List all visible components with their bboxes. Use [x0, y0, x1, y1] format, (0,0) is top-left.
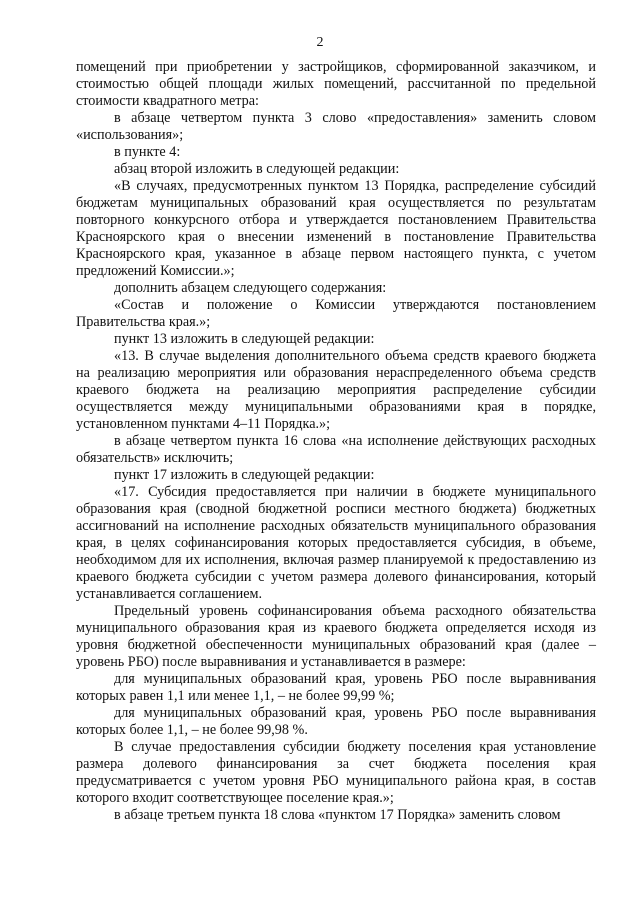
- paragraph: для муниципальных образований края, уровень РБО после выравнивания которых более 1,1, – не более 99,98 %.: [76, 705, 596, 738]
- paragraph: в абзаце четвертом пункта 3 слово «предоставления» заменить словом «использования»;: [76, 110, 596, 143]
- paragraph: пункт 13 изложить в следующей редакции:: [114, 331, 375, 347]
- paragraph: «13. В случае выделения дополнительного объема средств краевого бюджета на реализацию мероприятия или образования нераспределенного объема средств краевого бюджета на реализацию мероприятия распределение субсидии осуществляется между муниципальными образованиями края в порядке, установленном пунктами 4–11 Порядка.»;: [76, 348, 596, 432]
- paragraph: помещений при приобретении у застройщиков, сформированной заказчиком, и стоимостью общей площади жилых помещений, рассчитанной по предельной стоимости квадратного метра:: [76, 59, 596, 109]
- paragraph: абзац второй изложить в следующей редакции:: [114, 161, 400, 177]
- paragraph: «17. Субсидия предоставляется при наличии в бюджете муниципального образования края (сводной бюджетной росписи местного бюджета) бюджетных ассигнований на исполнение расходных обязательств муниципального образования края, в целях софинансирования которых предоставляется субсидия, в объеме, необходимом для их исполнения, включая размер планируемой к предоставлению из краевого бюджета субсидии с учетом размера долевого финансирования, который устанавливается соглашением.: [76, 484, 596, 602]
- paragraph: В случае предоставления субсидии бюджету поселения края установление размера долевого финансирования за счет бюджета поселения края предусматривается с учетом уровня РБО муниципального района края, в состав которого входит соответствующее поселение края.»;: [76, 739, 596, 806]
- paragraph: дополнить абзацем следующего содержания:: [114, 280, 387, 296]
- paragraph: для муниципальных образований края, уровень РБО после выравнивания которых равен 1,1 или менее 1,1, – не более 99,99 %;: [76, 671, 596, 704]
- paragraph: Предельный уровень софинансирования объема расходного обязательства муниципального образования края из краевого бюджета определяется исходя из уровня бюджетной обеспеченности муниципальных образований края (далее – уровень РБО) после выравнивания и устанавливается в размере:: [76, 603, 596, 670]
- paragraph: «Состав и положение о Комиссии утверждаются постановлением Правительства края.»;: [76, 297, 596, 330]
- paragraph: в абзаце четвертом пункта 16 слова «на исполнение действующих расходных обязательств» исключить;: [76, 433, 596, 466]
- paragraph: в пункте 4:: [114, 144, 181, 160]
- paragraph: «В случаях, предусмотренных пунктом 13 Порядка, распределение субсидий бюджетам муниципальных образований края осуществляется по результатам повторного конкурсного отбора и утверждается постановлением Правительства Красноярского края о внесении изменений в постановление Правительства Красноярского края, указанное в абзаце первом настоящего пункта, с учетом предложений Комиссии.»;: [76, 178, 596, 279]
- document-body: [76, 59, 596, 824]
- paragraph: пункт 17 изложить в следующей редакции:: [114, 467, 375, 483]
- page-number: 2: [316, 35, 324, 50]
- paragraph: в абзаце третьем пункта 18 слова «пунктом 17 Порядка» заменить словом: [114, 807, 561, 823]
